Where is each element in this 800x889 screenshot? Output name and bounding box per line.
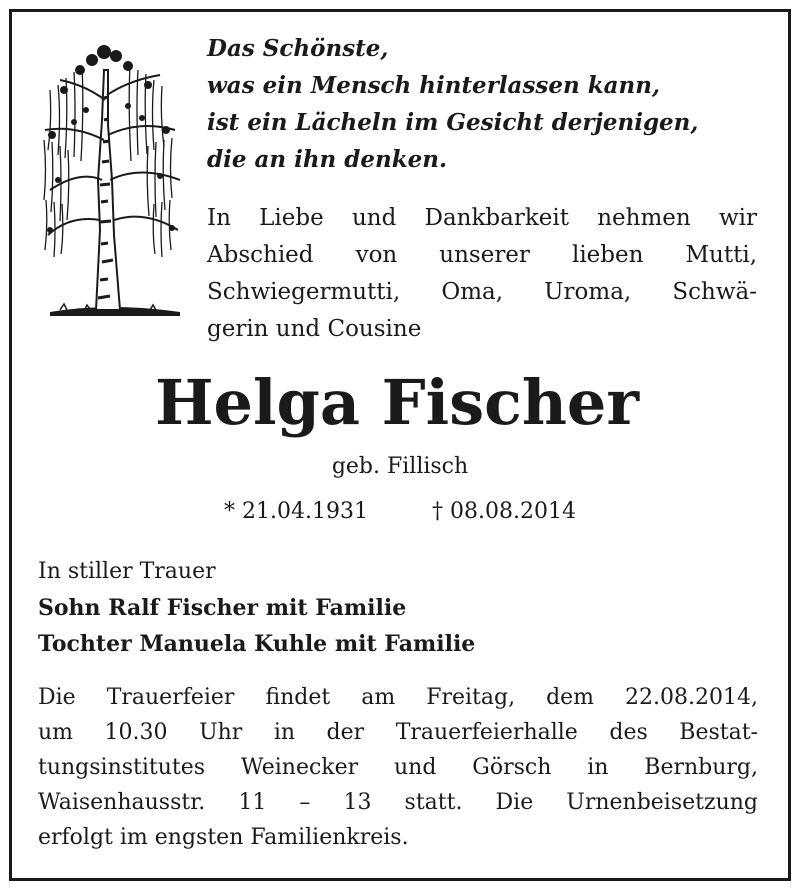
- mourners-heading: In stiller Trauer: [38, 559, 216, 584]
- death-date: † 08.08.2014: [432, 499, 576, 524]
- notice-line: Waisenhausstr. 11 – 13 statt. Die Urnenbeisetzung: [38, 790, 758, 815]
- mourner-family: Tochter Manuela Kuhle mit Familie: [38, 631, 476, 657]
- quote-line: Das Schönste,: [207, 35, 389, 62]
- intro-line: gerin und Cousine: [207, 316, 422, 342]
- farewell-intro: [207, 200, 757, 348]
- deceased-name: Helga Fischer: [154, 366, 640, 439]
- intro-line: Abschied von unserer lieben Mutti,: [207, 242, 757, 268]
- memorial-quote: [207, 30, 767, 178]
- intro-line: Schwiegermutti, Oma, Uroma, Schwä-: [207, 279, 757, 305]
- notice-line: erfolgt im engsten Familienkreis.: [38, 825, 409, 850]
- notice-line: tungsinstitutes Weinecker und Görsch in Bernburg,: [38, 755, 758, 780]
- intro-line: In Liebe und Dankbarkeit nehmen wir: [207, 205, 757, 231]
- mourner-family: Sohn Ralf Fischer mit Familie: [38, 595, 407, 621]
- notice-line: um 10.30 Uhr in der Trauerfeierhalle des Bestat-: [38, 720, 758, 745]
- quote-line: die an ihn denken.: [207, 146, 448, 173]
- birth-date: * 21.04.1931: [224, 499, 368, 524]
- funeral-notice: [38, 680, 758, 855]
- life-dates: [0, 495, 800, 529]
- maiden-name: geb. Fillisch: [331, 454, 469, 479]
- birch-tree-icon: [30, 30, 190, 320]
- mourners-block: [38, 554, 758, 662]
- quote-line: ist ein Lächeln im Gesicht derjenigen,: [207, 109, 699, 136]
- quote-line: was ein Mensch hinterlassen kann,: [207, 72, 661, 99]
- notice-line: Die Trauerfeier findet am Freitag, dem 22.08.2014,: [38, 685, 758, 710]
